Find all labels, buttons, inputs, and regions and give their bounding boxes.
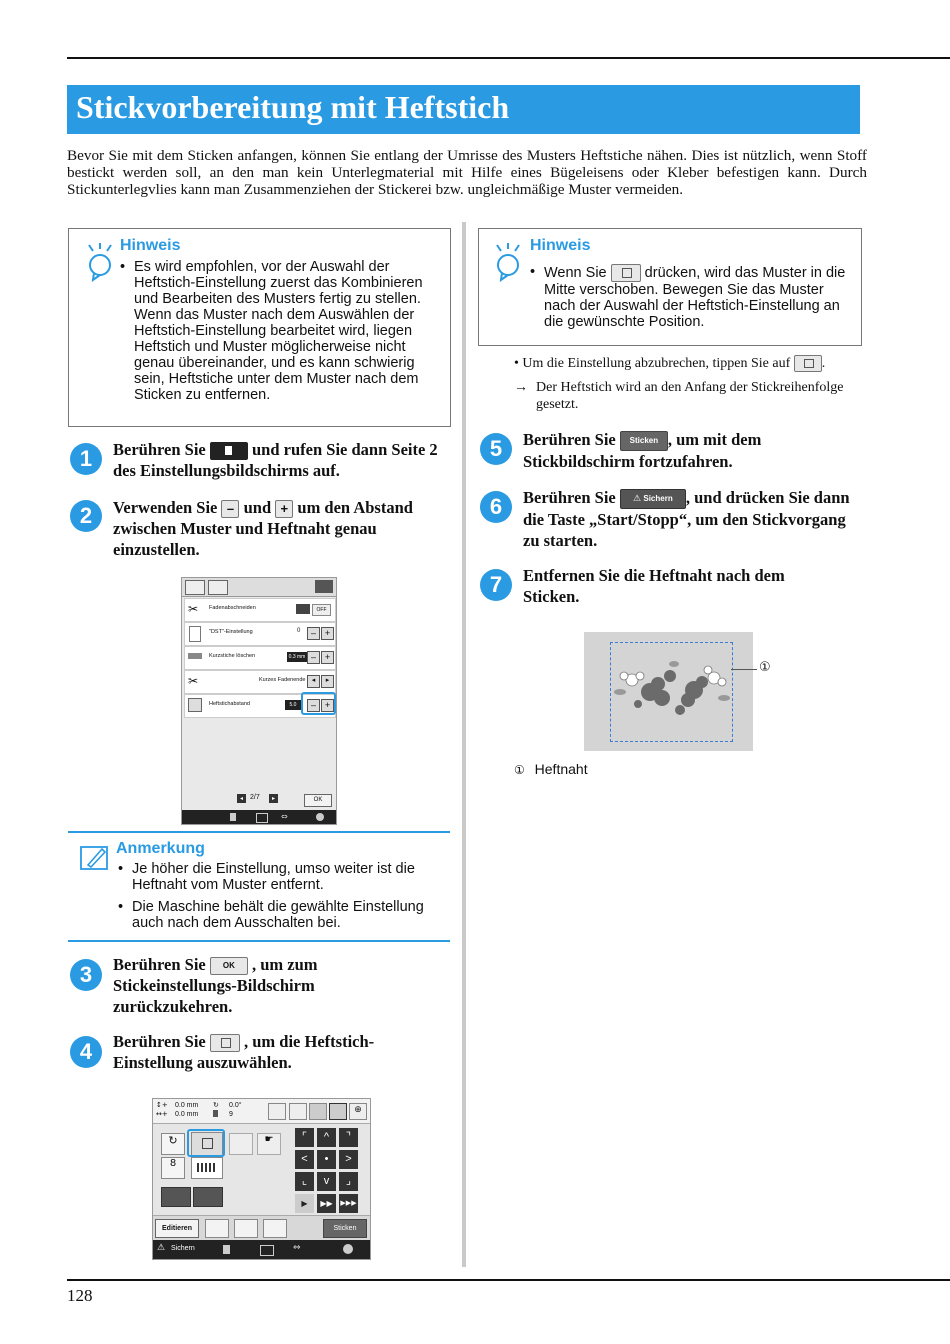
hinweis-box-right [478,228,862,346]
cancel-result: → Der Heftstich wird an den Anfang der Stickreihenfolge gesetzt. [514,380,844,412]
thread-end-icon: ✂ [188,674,199,688]
move-up-left-button[interactable]: ⌜ [295,1128,314,1147]
step-number: 2 [70,500,102,532]
left-arrow-button[interactable]: ◂ [307,675,320,688]
duplicate-button[interactable] [205,1219,229,1238]
edit-toolbar [153,1215,370,1240]
anmerkung-top-rule [68,831,450,833]
spool-icon [213,1110,218,1117]
trace-button[interactable] [263,1219,287,1238]
top-rule [67,57,950,59]
step-number: 5 [480,433,512,465]
warning-icon: ⚠ [633,494,642,505]
hoop-icon[interactable]: ⇔ [281,812,288,821]
move-up-button[interactable]: ^ [317,1128,336,1147]
file-icon [189,626,201,642]
next-page-button[interactable]: ▸ [269,794,278,803]
memo-pencil-icon [80,843,110,871]
step-3-text: Berühren Sie OK , um zum Stickeinstellungs-Bildschirm zurückzukehren. [113,955,318,1017]
short-stitch-icon [188,653,202,659]
frame-icon[interactable] [256,813,268,823]
ok-button[interactable]: OK [304,794,332,807]
cancel-note: • Um die Einstellung abzubrechen, tippen Sie auf . [514,356,826,371]
settings-row: ✂ Fadenabschneiden OFF [184,598,336,622]
baste-button-icon [794,355,822,372]
plus-button[interactable]: + [321,627,334,640]
density-button[interactable] [191,1157,223,1179]
plus-button[interactable]: + [321,699,334,712]
anmerkung-bottom-rule [68,940,450,942]
rotate-button[interactable]: ↻ [161,1133,185,1155]
column-divider [462,222,466,1267]
plus-button[interactable]: + [321,651,334,664]
prev-page-button[interactable]: ◂ [237,794,246,803]
border-button[interactable] [229,1133,253,1155]
hinweis-bullet: • Es wird empfohlen, vor der Auswahl der Heftstich-Einstellung zuerst das Kombinieren und Bearbeiten des Musters fertig zu stellen. Wenn das Muster nach dem Auswählen der Heftstich-Einstellung bearbeitet wird, liegen Heftstich und Muster möglicherweise nicht genau übereinander, und es kann schwierig sein, Heftstiche unter dem Muster nach dem Sticken zu entfernen. [120,259,423,403]
figure-callout: ① [759,660,771,675]
anmerkung-title: Anmerkung [116,840,205,857]
hoop-icon[interactable]: ⇔ [293,1243,301,1253]
section-title: Stickvorbereitung mit Heftstich [76,89,510,125]
callout-line [731,669,757,670]
array-button[interactable] [161,1187,191,1207]
sichern-button-icon: ⚠ Sichern [620,489,686,509]
scissors-icon: ✂ [188,602,199,616]
zoom-icon[interactable]: ⊕ [349,1103,367,1120]
step-7-text: Entfernen Sie die Heftnaht nach dem Sticken. [523,566,785,606]
figure-caption: ① Heftnaht [514,761,588,777]
minus-button[interactable]: – [307,651,320,664]
hinweis-title: Hinweis [530,237,591,254]
move-left-button[interactable]: < [295,1150,314,1169]
step-number: 3 [70,959,102,991]
sticken-button[interactable]: Sticken [323,1219,367,1238]
baste-button-icon [210,1034,240,1052]
thread-color-button[interactable]: 8 [161,1157,185,1179]
page-icon[interactable] [230,813,236,821]
fast-forward-button[interactable]: ▶▶ [317,1194,336,1213]
sichern-button[interactable]: Sichern [171,1245,195,1252]
move-down-button[interactable]: v [317,1172,336,1191]
step-6-text: Berühren Sie ⚠ Sichern , und drücken Sie dann die Taste „Start/Stopp“, um den Stickvorgang zu starten. [523,488,850,551]
edit-screen [152,1098,371,1260]
edit-footer [153,1240,370,1259]
editieren-button[interactable]: Editieren [155,1219,199,1238]
hand-icon[interactable]: ☛ [257,1133,281,1155]
center-button[interactable]: • [317,1150,336,1169]
width-icon: ↕+ [156,1101,168,1109]
move-down-left-button[interactable]: ⌞ [295,1172,314,1191]
right-arrow-button[interactable]: ▸ [321,675,334,688]
settings-row: "DST"-Einstellung 0 – + [184,622,336,646]
layers-button[interactable] [309,1103,327,1120]
minus-button[interactable]: – [307,699,320,712]
play-button[interactable]: ▶ [295,1194,314,1213]
settings-row: Kurzstiche löschen 0.3 mm – + [184,646,336,670]
frame-icon[interactable] [260,1245,274,1256]
page-number: 128 [67,1286,93,1305]
hint-lightbulb-icon [83,243,117,283]
preview-button[interactable] [329,1103,347,1120]
flower-motif-icon [610,654,732,726]
hinweis-box-left [68,228,451,427]
move-up-right-button[interactable]: ⌝ [339,1128,358,1147]
height-icon: ↔+ [156,1110,168,1118]
rotate-icon: ↻ [213,1101,219,1109]
sticken-button-icon: Sticken [620,431,668,451]
step-2-text: Verwenden Sie – und + um den Abstand zwischen Muster und Heftnaht genau einzustellen. [113,498,413,560]
intro-paragraph: Bevor Sie mit dem Sticken anfangen, können Sie entlang der Umrisse des Musters Heftstiche nähen. Dies ist nützlich, wenn Stoff bestickt werden soll, an den man kein Unterlegmaterial mit Hilfe eines Bügeleisens oder Kleber befestigen kann. Durch Stickunterlegvlies kann man Zusammenziehen der Stickerei bzw. ungleichmäßige Muster vermeiden. [67,147,867,198]
move-right-button[interactable]: > [339,1150,358,1169]
toggle-off-button[interactable]: OFF [312,604,331,616]
highlight-frame [187,1129,225,1157]
view-button[interactable] [268,1103,286,1120]
move-down-right-button[interactable]: ⌟ [339,1172,358,1191]
hinweis-bullet: • Wenn Sie drücken, wird das Muster in die Mitte verschoben. Bewegen Sie das Muster nach der Auswahl der Heftstich-Einstellung an die gewünschte Position. [530,264,846,330]
minus-button[interactable]: – [307,627,320,640]
center-button-icon [611,264,641,282]
settings-row: Heftstichabstand 5.0 – + [184,694,336,718]
plus-button-icon: + [275,500,293,518]
baste-icon [188,698,202,712]
minus-button-icon: – [221,500,239,518]
warning-icon: ⚠ [157,1243,166,1253]
hint-lightbulb-icon [491,243,525,283]
step-number: 7 [480,569,512,601]
ok-button-icon: OK [210,957,248,975]
page-indicator: 2/7 [250,794,260,801]
highlight-frame [301,692,336,715]
bottom-rule [67,1279,950,1281]
camera-button[interactable] [289,1103,307,1120]
step-4-text: Berühren Sie , um die Heftstich-Einstellung auszuwählen. [113,1032,375,1073]
delete-button[interactable] [234,1219,258,1238]
settings-icon [210,442,248,460]
edit-header: ↕+ 0.0 mm ↔+ 0.0 mm ↻ 0.0° 9 ⊕ [153,1099,370,1124]
step-5-text: Berühren Sie Sticken , um mit dem Stickbildschirm fortzufahren. [523,430,762,472]
spacing-button[interactable] [193,1187,223,1207]
tab-icon[interactable] [208,580,228,595]
settings-row: ✂ Kurzes Fadenende ◂ ▸ [184,670,336,694]
section-title-bar [67,85,860,134]
screen-footer [182,810,336,824]
step-number: 1 [70,443,102,475]
screen-header [182,578,336,597]
toggle-on-icon[interactable] [296,604,310,614]
home-icon[interactable] [315,580,333,593]
anmerkung-bullets: • Je höher die Einstellung, umso weiter ist die Heftnaht vom Muster entfernt. • Die Maschine behält die gewählte Einstellung auch nach dem Ausschalten bei. [118,861,424,931]
step-number: 4 [70,1036,102,1068]
hinweis-title: Hinweis [120,237,181,254]
settings-screen [181,577,337,825]
step-1-text: Berühren Sie und rufen Sie dann Seite 2 des Einstellungsbildschirms auf. [113,440,438,481]
tab-icon[interactable] [185,580,205,595]
page-icon[interactable] [223,1245,230,1254]
step-number: 6 [480,491,512,523]
embroidery-figure [584,632,753,751]
skip-forward-button[interactable]: ▶▶▶ [339,1194,358,1213]
clock-icon[interactable] [343,1244,353,1254]
clock-icon[interactable] [316,813,324,821]
